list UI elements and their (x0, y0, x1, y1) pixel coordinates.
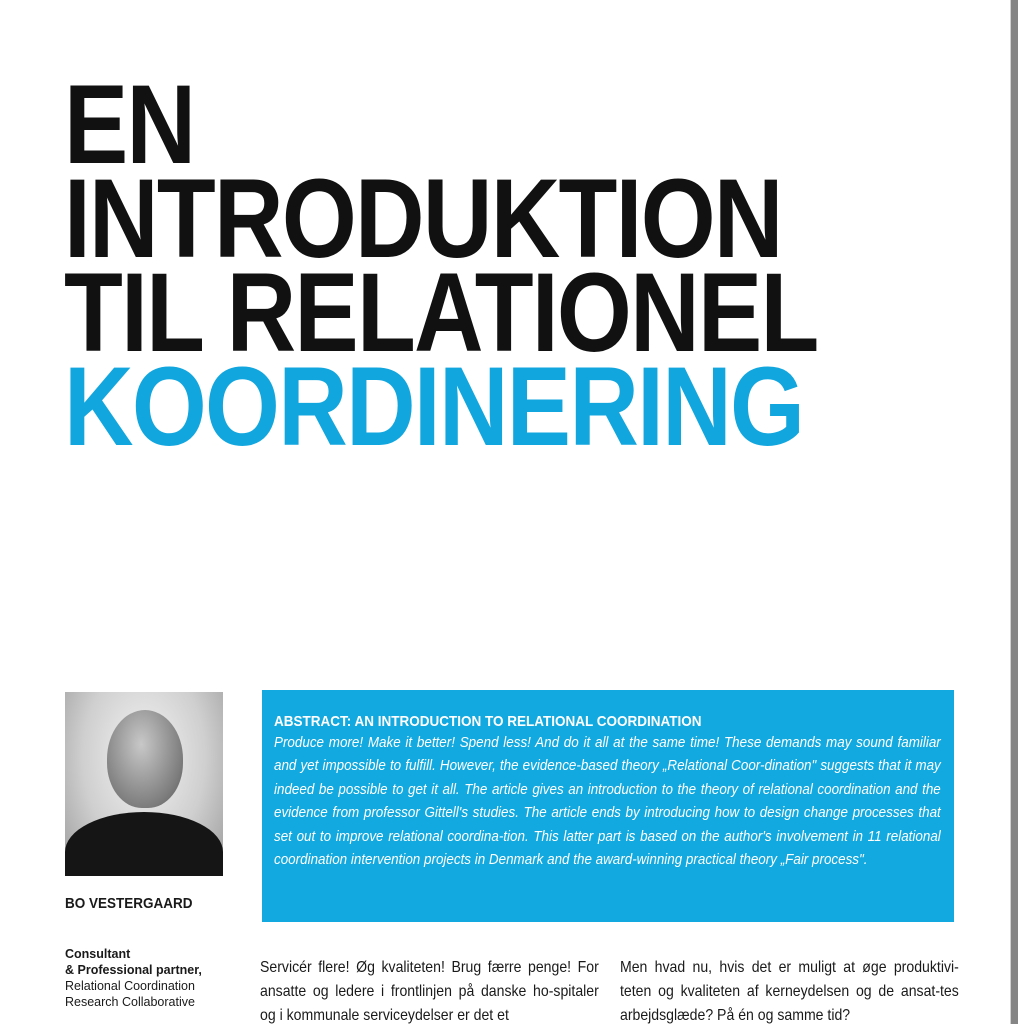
body-paragraph: Men hvad nu, hvis det er muligt at øge produktivi-teten og kvaliteten af kerneydelsen og de ansat-tes arbejdsglæde? På én og samme tid? (620, 959, 959, 1024)
body-column-1 (260, 956, 600, 1028)
role-line-2: & Professional partner, (65, 963, 202, 977)
org-line-2: Research Collaborative (65, 995, 195, 1009)
page-edge-scrollbar (1010, 0, 1018, 1024)
title-line-2: INTRODUKTION (64, 156, 782, 281)
author-name: BO VESTERGAARD (65, 895, 193, 912)
title-line-4: KOORDINERING (64, 344, 804, 469)
role-line-1: Consultant (65, 947, 131, 961)
article-title (64, 62, 940, 469)
body-paragraph: Servicér flere! Øg kvaliteten! Brug færre penge! For ansatte og ledere i frontlinjen på danske ho-spitaler og i kommunale serviceydelser er det et (260, 959, 599, 1024)
org-line-1: Relational Coordination (65, 979, 195, 993)
body-column-2 (620, 956, 960, 1028)
abstract-text: Produce more! Make it better! Spend less! And do it all at the same time! These demands may sound familiar and yet impossible to fulfill. However, the evidence-based theory „Relational Coor-dination" suggests that it may indeed be possible to get it all. The article gives an introduction to the theory of relational coordination and the evidence from professor Gittell's studies. The article ends by introducing how to design change processes that set out to improve relational coordina-tion. This latter part is based on the author's involvement in 11 relational coordination intervention projects in Denmark and the award-winning practical theory „Fair process". (274, 734, 941, 869)
author-head-shape (107, 710, 183, 808)
author-photo (65, 692, 223, 876)
author-role (65, 946, 202, 1010)
title-line-1: EN (64, 62, 195, 187)
author-shirt-shape (65, 812, 223, 876)
title-line-3: TIL RELATIONEL (64, 250, 818, 375)
abstract-heading: ABSTRACT: AN INTRODUCTION TO RELATIONAL COORDINATION (274, 713, 702, 730)
abstract-box (262, 690, 954, 922)
